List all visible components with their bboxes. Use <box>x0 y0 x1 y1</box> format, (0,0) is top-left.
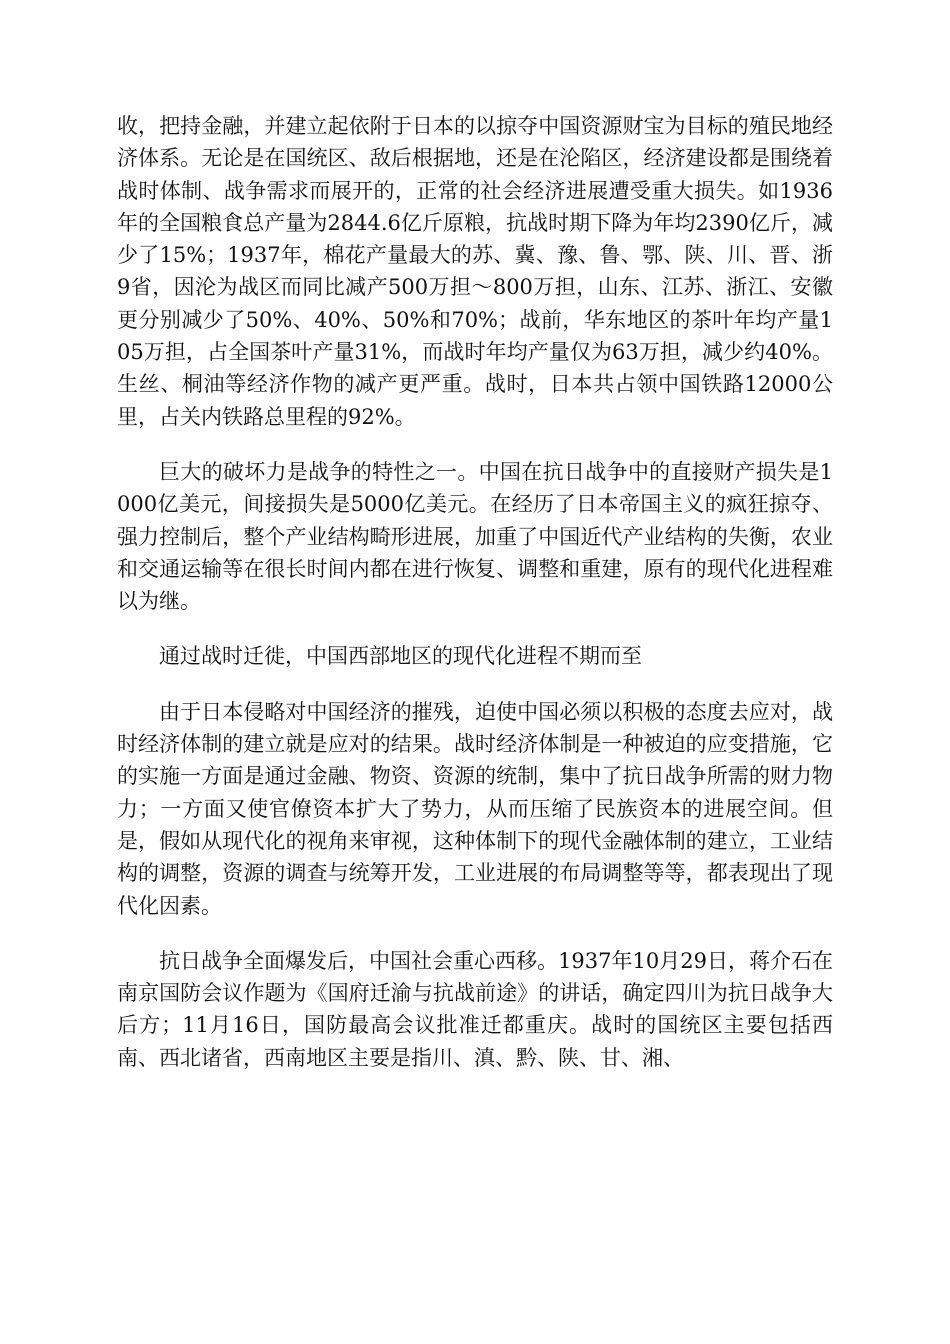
paragraph-economic-losses: 收，把持金融，并建立起依附于日本的以掠夺中国资源财宝为目标的殖民地经济体系。无论是在国统区、敌后根据地，还是在沦陷区，经济建设都是围绕着战时体制、战争需求而展开的，正常的社会经济进展遭受重大损失。如1936年的全国粮食总产量为2844.6亿斤原粮，抗战时期下降为年均2390亿斤，减少了15%；1937年，棉花产量最大的苏、冀、豫、鲁、鄂、陕、川、晋、浙9省，因沦为战区而同比减产500万担～800万担，山东、江苏、浙江、安徽更分别减少了50%、40%、50%和70%；战前，华东地区的茶叶年均产量105万担，占全国茶叶产量31%，而战时年均产量仅为63万担，减少约40%。生丝、桐油等经济作物的减产更严重。战时，日本共占领中国铁路12000公里，占关内铁路总里程的92%。 <box>117 114 833 429</box>
paragraph-wartime-economic-system: 由于日本侵略对中国经济的摧残，迫使中国必须以积极的态度去应对，战时经济体制的建立就是应对的结果。战时经济体制是一种被迫的应变措施，它的实施一方面是通过金融、物资、资源的统制，集中了抗日战争所需的财力物力；一方面又使官僚资本扩大了势力，从而压缩了民族资本的进展空间。但是，假如从现代化的视角来审视，这种体制下的现代金融体制的建立，工业结构的调整，资源的调查与统筹开发，工业进展的布局调整等等，都表现出了现代化因素。 <box>117 699 833 918</box>
paragraph-war-destruction: 巨大的破坏力是战争的特性之一。中国在抗日战争中的直接财产损失是1000亿美元，间接损失是5000亿美元。在经历了日本帝国主义的疯狂掠夺、强力控制后，整个产业结构畸形进展，加重了中国近代产业结构的失衡，农业和交通运输等在很长时间内都在进行恢复、调整和重建，原有的现代化进程难以为继。 <box>117 459 833 614</box>
document-body <box>117 110 833 1074</box>
paragraph-relocation-west: 抗日战争全面爆发后，中国社会重心西移。1937年10月29日，蒋介石在南京国防会议作题为《国府迁渝与抗战前途》的讲话，确定四川为抗日战争大后方；11月16日，国防最高会议批准迁都重庆。战时的国统区主要包括西南、西北诸省，西南地区主要是指川、滇、黔、陕、甘、湘、 <box>117 948 833 1070</box>
section-heading-westward-modernization: 通过战时迁徙，中国西部地区的现代化进程不期而至 <box>159 644 642 669</box>
